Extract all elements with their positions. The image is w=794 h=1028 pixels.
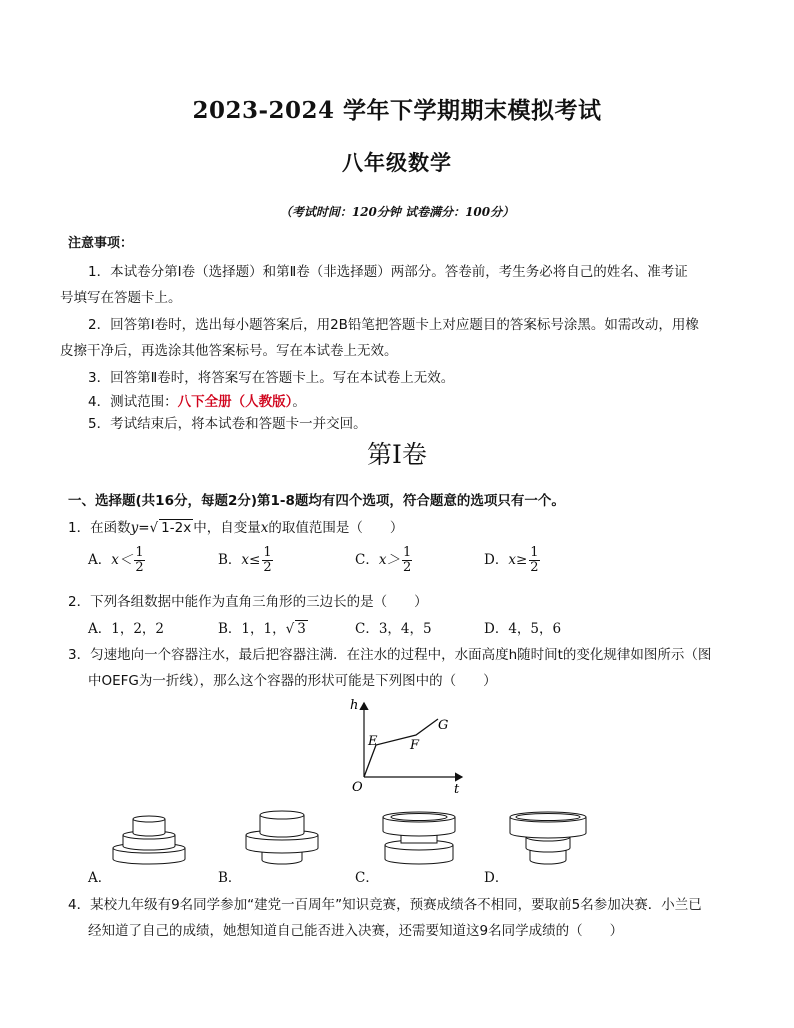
fraction [134,546,144,575]
option-relation: x≥ [508,552,528,568]
container-a-image [105,805,195,865]
notice-item-5: 5．考试结束后，将本试卷和答题卡一并交回。 [88,416,367,432]
fraction-numerator: 1 [402,545,412,560]
question-3-line-2: 中OEFG为一折线），那么这个容器的形状可能是下列图中的（ ） [88,673,497,689]
fraction [262,546,272,575]
option-label: C． [355,552,379,568]
q1-stem-start: 1．在函数 [68,520,131,536]
container-d-image [506,805,596,865]
option-label: D． [484,552,509,568]
q1-stem-end: 的取值范围是（ ） [268,520,404,536]
q1-var-x: x [260,520,269,536]
fraction-denominator: 2 [263,560,272,575]
notice-item-4-suffix: 。 [292,394,306,410]
notice-item-2-line-2: 皮擦干净后，再选涂其他答案标号。写在本试卷上无效。 [60,343,398,359]
graph-label-o: O [352,780,363,795]
q3-option-b[interactable]: B． [218,870,242,886]
q1-radicand: 1-2x [161,520,192,536]
q1-option-d[interactable] [484,546,540,575]
fraction-numerator: 1 [530,545,539,560]
q1-var-y: y [130,520,139,536]
exam-info: （考试时间：120分钟 试卷满分：100分） [279,205,515,219]
notice-item-1-line-2: 号填写在答题卡上。 [60,290,182,306]
q2-option-b[interactable] [218,617,308,637]
q1-stem-mid: 中，自变量 [193,520,261,536]
exam-title: 2023-2024 学年下学期期末模拟考试 [192,97,602,124]
exam-subject: 八年级数学 [342,150,452,175]
notice-item-1-line-1: 1．本试卷分第Ⅰ卷（选择题）和第Ⅱ卷（非选择题）两部分。答卷前，考生务必将自己的姓名、准考证 [88,264,688,280]
option-text: B．1，1， [218,621,286,637]
q2-option-d[interactable]: D．4，5，6 [484,621,562,637]
q3-option-d[interactable]: D． [484,870,509,886]
test-range: 八下全册（人教版） [177,394,293,410]
fraction-numerator: 1 [135,545,144,560]
question-4-line-2: 经知道了自己的成绩，她想知道自己能否进入决赛，还需要知道这9名同学成绩的（ ） [88,923,624,939]
part-title: 第Ⅰ卷 [367,440,427,469]
section-heading: 一、选择题(共16分，每题2分)第1-8题均有四个选项，符合题意的选项只有一个。 [68,493,565,509]
fraction-numerator: 1 [263,545,272,560]
container-c-image [375,805,465,865]
q1-option-b[interactable] [218,546,273,575]
graph-label-t: t [454,782,460,797]
question-4-line-1: 4．某校九年级有9名同学参加“建党一百周年”知识竞赛，预赛成绩各不相同，要取前5名参加决赛．小兰已 [68,897,702,913]
graph-label-e: E [368,734,378,749]
q3-option-a[interactable]: A． [88,870,112,886]
option-relation: x＜ [111,552,133,568]
graph-label-g: G [438,718,449,733]
option-relation: x＞ [378,552,400,568]
container-b-image [238,805,328,865]
q1-equals: = [138,520,150,536]
notice-heading: 注意事项： [68,236,134,251]
fraction [402,546,412,575]
notice-item-2-line-1: 2．回答第Ⅰ卷时，选出每小题答案后，用2B铅笔把答题卡上对应题目的答案标号涂黑。如需改动，用橡 [88,317,699,333]
option-label: A． [88,552,112,568]
notice-item-3: 3．回答第Ⅱ卷时，将答案写在答题卡上。写在本试卷上无效。 [88,370,455,386]
q1-option-c[interactable] [355,546,412,575]
question-2-stem: 2．下列各组数据中能作为直角三角形的三边长的是（ ） [68,594,428,610]
graph-label-h: h [350,698,359,713]
q1-option-a[interactable] [88,546,145,575]
fraction-denominator: 2 [135,560,144,575]
q2-option-a[interactable]: A．1，2，2 [88,621,165,637]
option-radicand: 3 [297,621,306,637]
option-label: B． [218,552,242,568]
notice-item-4-prefix: 4．测试范围： [88,394,178,410]
fraction [529,546,539,575]
height-time-graph [340,695,470,800]
option-relation: x≤ [241,552,261,568]
fraction-denominator: 2 [402,560,412,575]
q2-option-c[interactable]: C．3，4，5 [355,621,432,637]
question-1-stem [68,516,403,536]
question-3-line-1: 3．匀速地向一个容器注水，最后把容器注满．在注水的过程中，水面高度h随时间t的变化规律如图所示（图 [68,647,712,663]
sqrt-symbol: √ [285,621,295,637]
fraction-denominator: 2 [530,560,539,575]
graph-label-f: F [410,738,420,753]
notice-item-4 [88,390,306,410]
sqrt-symbol: √ [149,520,159,536]
q3-option-c[interactable]: C． [355,870,379,886]
